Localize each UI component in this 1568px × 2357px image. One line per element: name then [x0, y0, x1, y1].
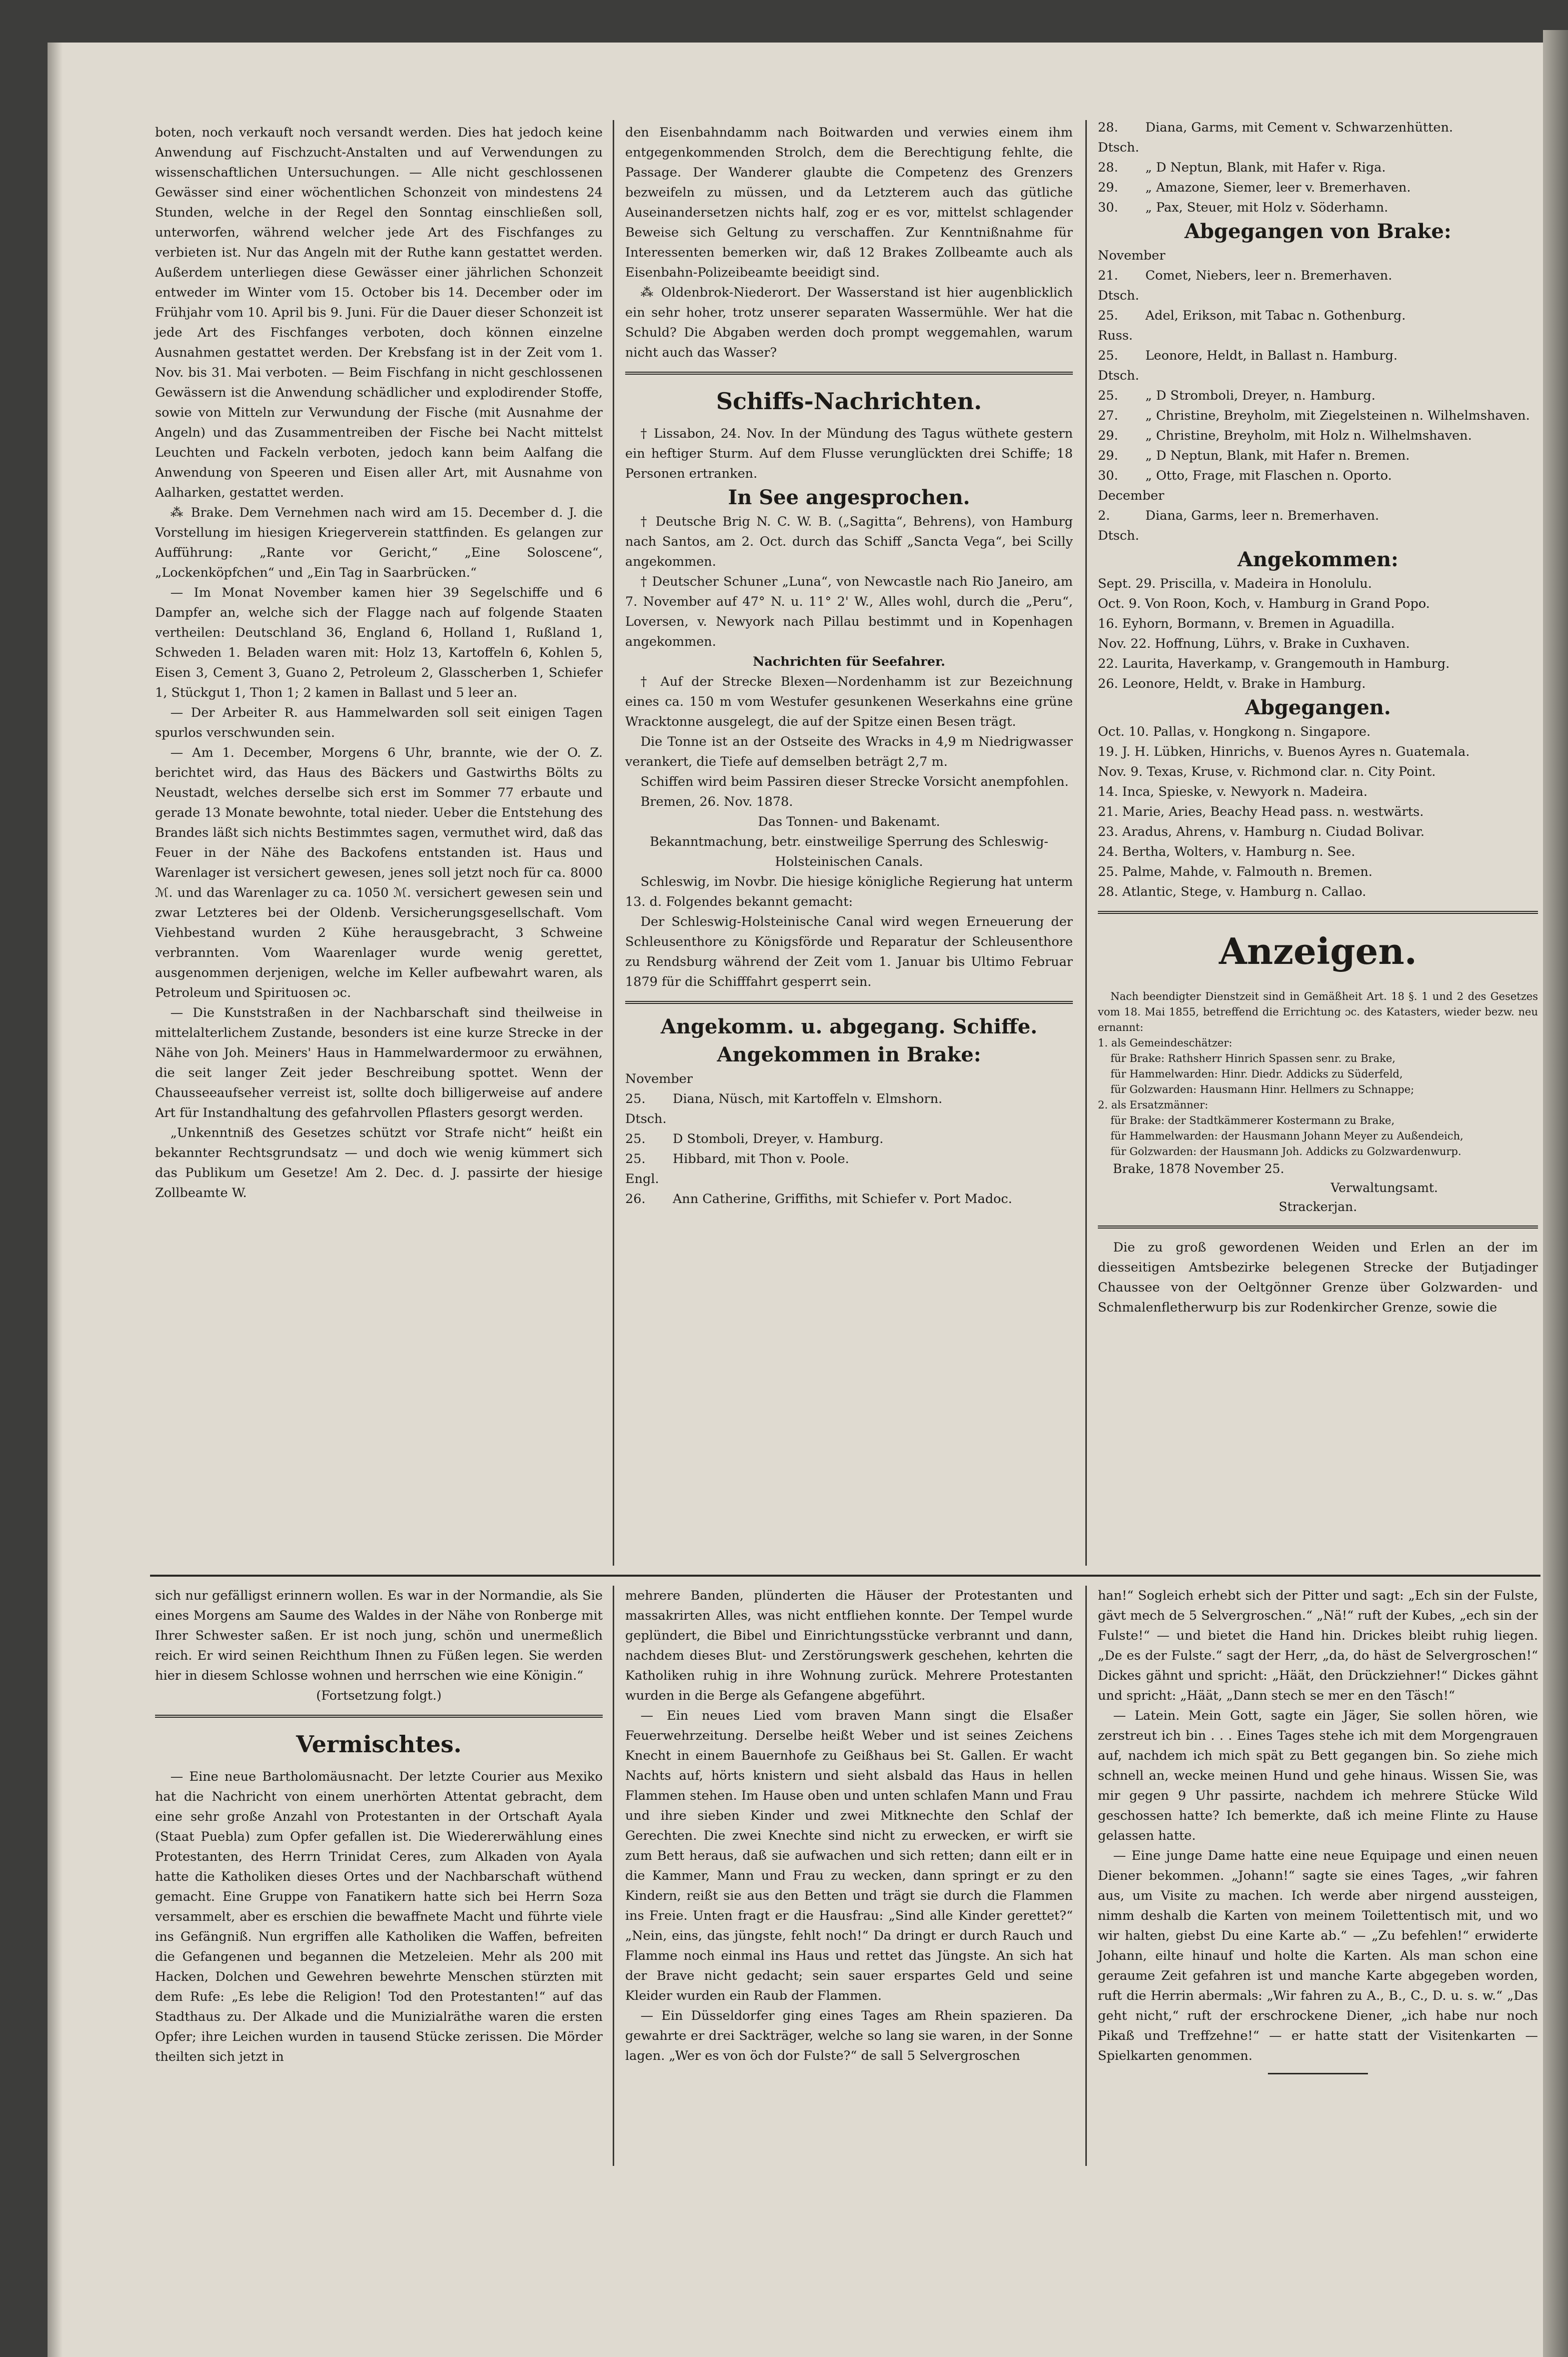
article-fire-neustadt: — Am 1. December, Morgens 6 Uhr, brannte, wie der O. Z. berichtet wird, das Haus des Bäckers und Gastwirths Bölts zu Neustadt, welches derselbe sich erst im Sommer 77 erbaute und gerade 13 Monate bewohnte, total nieder. Ueber die Entstehung des Brandes läßt sich nichts Bestimmtes sagen, vermuthet wird, daß das Feuer in der Nähe des Backofens entstanden ist. Haus und Warenlager ist versichert gewesen, jenes soll jetzt noch für ca. 8000 ℳ. und das Warenlager zu ca. 1050 ℳ. versichert gewesen sein und zwar Letzteres bei der Oldenb. Versicherungsgesellschaft. Vom Viehbestand wurden 2 Kühe herausgebracht, 3 Schweine verbrannten. Vom Waarenlager wurde wenig gerettet, ausgenommen derjenigen, welche im Keller aufbewahrt waren, als Petroleum und Spirituosen ɔc. — [155, 745, 603, 1000]
month-label: December — [1098, 488, 1164, 503]
news-schleswig: Schleswig, im Novbr. Die hiesige königliche Regierung hat unterm 13. d. Folgendes bekannt gemacht: — [625, 874, 1073, 909]
ship-line: 22. Laurita, Haverkamp, v. Grangemouth in Hamburg. — [1098, 656, 1450, 671]
ship-line: 19. J. H. Lübken, Hinrichs, v. Buenos Ayres n. Guatemala. — [1098, 744, 1470, 759]
article-ship-arrivals-november: — Im Monat November kamen hier 39 Segelschiffe und 6 Dampfer an, welche sich der Flagge nach auf folgende Staaten vertheilen: Deutschland 36, England 6, Holland 1, Rußland 1, Schweden 1. Beladen waren mit: Holz 13, Kartoffeln 6, Kohlen 5, Eisen 3, Cement 3, Guano 2, Petroleum 2, Glasscherben 1, Schiefer 1, Stückgut 1, Thon 1; 2 kamen in Ballast und 5 leer an. — [155, 585, 603, 700]
news-bremen-date: Bremen, 26. Nov. 1878. — [640, 794, 793, 809]
ship-line: 21. Marie, Aries, Beachy Head pass. n. westwärts. — [1098, 804, 1424, 819]
article-roads: — Die Kunststraßen in der Nachbarschaft sind theilweise in mittelalterlichem Zustande, besonders ist eine kurze Strecke in der Nähe von Joh. Meiners' Haus in Hammelwardermoor zu erwähnen, die seit langer Zeit jeder Beschreibung spottet. Wenn der Chausseeaufseher verreist ist, sollte doch billigerweise auf andere Art für Instandhaltung des gefahrvollen Pflasters gesorgt werden. — [155, 1005, 603, 1120]
heading-seefahrer: Nachrichten für Seefahrer. — [753, 654, 945, 669]
ship-entry: 25. Engl. Hibbard, mit Thon v. Poole. — [625, 1151, 849, 1187]
ship-line: 14. Inca, Spieske, v. Newyork n. Madeira. — [1098, 784, 1368, 799]
ad-line: für Brake: Rathsherr Hinrich Spassen senr. zu Brake, — [1110, 1052, 1396, 1064]
page-edge — [1543, 30, 1568, 2357]
news-tonne: Die Tonne ist an der Ostseite des Wracks in 4,9 m Niedrigwasser verankert, die Tiefe auf demselben beträgt 2,7 m. — [625, 734, 1073, 769]
news-lissabon: † Lissabon, 24. Nov. In der Mündung des Tagus wüthete gestern ein heftiger Sturm. Auf dem Flusse verunglückten drei Schiffe; 18 Personen ertranken. — [625, 426, 1073, 481]
ad-name: Strackerjan. — [1278, 1200, 1357, 1214]
ship-entry: 27. „ Christine, Breyholm, mit Ziegelsteinen n. Wilhelmshaven. — [1098, 408, 1530, 423]
section-rule — [625, 372, 1073, 375]
heading-bekanntmachung: Bekanntmachung, betr. einstweilige Sperrung des Schleswig-Holsteinischen Canals. — [650, 834, 1048, 869]
news-tonnenamt: Das Tonnen- und Bakenamt. — [758, 814, 940, 829]
heading-angekommen: Angekommen: — [1237, 548, 1398, 571]
continuation-note: (Fortsetzung folgt.) — [316, 1688, 442, 1703]
ad-line: für Golzwarden: Hausmann Hinr. Hellmers zu Schnappe; — [1110, 1083, 1414, 1095]
article-oldenbrok: ⁂ Oldenbrok-Niederort. Der Wasserstand ist hier augenblicklich ein sehr hoher, trotz unserer separaten Wassermühle. Wer hat die Schuld? Die Abgaben werden doch prompt weggemahlen, warum nicht auch das Wasser? — [625, 285, 1073, 360]
article-continued: mehrere Banden, plünderten die Häuser der Protestanten und massakrirten Alles, was nicht entfliehen konnte. Der Tempel wurde geplündert, die Bibel und Einrichtungsstücke verbrannt und dann, nachdem dieses Blut- und Zerstörungswerk geschehen, kehrten die Katholiken ruhig in ihre Wohnung zurück. Mehrere Protestanten wurden in die Berge als Gefangene abgeführt. — [625, 1588, 1073, 1703]
heading-anzeigen: Anzeigen. — [1219, 930, 1417, 972]
ship-line: Oct. 9. Von Roon, Koch, v. Hamburg in Grand Popo. — [1098, 596, 1430, 611]
ship-entry: 30. „ Pax, Steuer, mit Holz v. Söderhamn. — [1098, 200, 1388, 215]
feuilleton-rule — [150, 1575, 1540, 1577]
heading-vermischtes: Vermischtes. — [296, 1731, 462, 1758]
ship-entry: 29. „ Amazone, Siemer, leer v. Bremerhaven. — [1098, 180, 1411, 195]
ship-entry: 30. „ Otto, Frage, mit Flaschen n. Oporto. — [1098, 468, 1392, 483]
article-duesseldorfer: — Ein Düsseldorfer ging eines Tages am Rhein spazieren. Da gewahrte er drei Sackträger, welche so lang sie waren, in der Sonne lagen. „Wer es von öch dor Fulste?“ de sall 5 Selvergroschen — [625, 2008, 1073, 2063]
article-equipage: — Eine junge Dame hatte eine neue Equipage und einen neuen Diener bekommen. „Johann!“ sagte sie eines Tages, „wir fahren aus, um Visite zu machen. Ich werde aber nirgend aussteigen, nimm deshalb die Karten von meinem Toilettentisch mit, und wo wir halten, giebst Du eine Karte ab.“ — „Zu befehlen!“ erwiderte Johann, eilte hinauf und holte die Karten. Als man schon eine geraume Zeit gefahren ist und manche Karte abgegeben worden, ruft die Herrin abermals: „Wir fahren zu A., B., C., D. u. s. w.“ „Das geht nicht,“ ruft der erschrockene Diener, „ich habe nur noch Pikaß und Treffzehne!“ — er hatte statt der Visitenkarten — Spielkarten genommen. — [1098, 1848, 1538, 2063]
news-schuner: † Deutscher Schuner „Luna“, von Newcastle nach Rio Janeiro, am 7. November auf 47° N. u. 11° 2' W., Alles wohl, durch die „Peru“, Loversen, v. Newyork nach Pillau bestimmt und in Kopenhagen angekommen. — [625, 574, 1073, 649]
ad-line: für Hammelwarden: der Hausmann Johann Meyer zu Außendeich, — [1110, 1130, 1463, 1142]
column-rule-3 — [613, 1586, 614, 2166]
ship-line: 16. Eyhorn, Bormann, v. Bremen in Aguadilla. — [1098, 616, 1395, 631]
article-fulste: han!“ Sogleich erhebt sich der Pitter und sagt: „Ech sin der Fulste, gävt mech de 5 Selvergroschen.“ „Nä!“ ruft der Kubes, „ech sin der Fulste!“ — und bietet die Hand hin. Drickes bleibt ruhig liegen. „De es der Fulste.“ sagt der Herr, „da, do häst de Selvergroschen!“ Dickes gähnt und spricht: „Häät, den Drückziehner!“ Dickes gähnt und spricht: „Häät, „Dann stech se mer en den Täsch!“ — [1098, 1588, 1538, 1703]
news-brig: † Deutsche Brig N. C. W. B. („Sagitta“, Behrens), von Hamburg nach Santos, am 2. Oct. durch das Schiff „Sancta Vega“, bei Scilly angekommen. — [625, 514, 1073, 569]
section-rule — [1098, 1226, 1538, 1229]
article-fishing: boten, noch verkauft noch versandt werden. Dies hat jedoch keine Anwendung auf Fischzucht-Anstalten und auf Verwendungen zu wissenschaftlichen Untersuchungen. — Alle nicht geschlossenen Gewässer sind einer wöchentlichen Schonzeit von mindestens 24 Stunden, welche in der Regel den Sonntag einschließen soll, unterworfen, während welcher jede Art des Fischfanges zu verbieten ist. Nur das Angeln mit der Ruthe kann gestattet werden. Außerdem unterliegen diese Gewässer einer jährlichen Schonzeit entweder im Winter vom 15. October bis 14. December oder im Frühjahr vom 10. April bis 9. Juni. Für die Dauer dieser Schonzeit ist jede Art des Fischfanges verboten, doch können einzelne Ausnahmen gestattet werden. Der Krebsfang ist in der Zeit vom 1. Nov. bis 31. Mai verboten. — Beim Fischfang in nicht geschlossenen Gewässern ist die Anwendung schädlicher und explodirender Stoffe, sowie von Mitteln zur Verwundung der Fische (mit Ausnahme der Angeln) und das Zusammentreiben der Fische bei Nacht mittelst Leuchten und Fackeln verboten, jedoch kann beim Aalfang die Anwendung von Speeren und Eisen aller Art, mit Ausnahme von Aalharken, gestattet werden. — [155, 125, 603, 500]
ship-entry: 2. Dtsch. Diana, Garms, leer n. Bremerhaven. — [1098, 508, 1379, 543]
ad-sign: Verwaltungsamt. — [1330, 1181, 1438, 1195]
article-law: „Unkenntniß des Gesetzes schützt vor Strafe nicht“ heißt ein bekannter Rechtsgrundsatz — und doch wie wenig kümmert sich das Publikum um Gesetze! Am 2. Dec. d. J. passirte der hiesige Zollbeamte W. — [155, 1125, 603, 1201]
month-label: November — [1098, 248, 1165, 263]
article-bartholomaeusnacht: — Eine neue Bartholomäusnacht. Der letzte Courier aus Mexiko hat die Nachricht von einem unerhörten Attentat gebracht, dem eine sehr große Anzahl von Protestanten in der Ortschaft Ayala (Staat Puebla) zum Opfer gefallen ist. Die Wiedererwählung eines Protestanten, des Herrn Trinidat Ceres, zum Alkaden von Ayala hatte die Katholiken dieses Ortes und der Nachbarschaft wüthend gemacht. Eine Gruppe von Fanatikern hatte sich bei Herrn Soza versammelt, aber es erschien die bewaffnete Macht und führte viele ins Gefängniß. Nun ergriffen alle Katholiken die Waffen, befreiten die Gefangenen und begannen die Metzeleien. Mehr als 200 mit Hacken, Dolchen und Gewehren bewehrte Menschen stürzten mit dem Rufe: „Es lebe die Religion! Tod den Protestanten!“ auf das Stadthaus zu. Der Alkade und die Munizialräthe waren die ersten Opfer; ihre Leichen wurden in tausend Stücke zerissen. Die Mörder theilten sich jetzt in — [155, 1769, 603, 2064]
ship-line: Nov. 22. Hoffnung, Lührs, v. Brake in Cuxhaven. — [1098, 636, 1410, 651]
ship-line: 25. Palme, Mahde, v. Falmouth n. Bremen. — [1098, 864, 1372, 879]
ad-text: Nach beendigter Dienstzeit sind in Gemäßheit Art. 18 §. 1 und 2 des Gesetzes vom 18. Mai 1855, betreffend die Errichtung ɔc. des Katasters, wieder bezw. neu ernannt: — [1098, 990, 1538, 1033]
heading-angekomm: Angekomm. u. abgegang. Schiffe. — [660, 1015, 1038, 1038]
ad-line: für Brake: der Stadtkämmerer Kostermann zu Brake, — [1110, 1114, 1395, 1126]
ship-entry: 29. „ D Neptun, Blank, mit Hafer n. Bremen. — [1098, 448, 1410, 463]
page-gutter-shadow — [48, 43, 63, 2357]
column-rule-1 — [613, 120, 614, 1566]
ship-line: 24. Bertha, Wolters, v. Hamburg n. See. — [1098, 844, 1355, 859]
ship-line: Sept. 29. Priscilla, v. Madeira in Honolulu. — [1098, 576, 1372, 591]
section-rule — [1098, 911, 1538, 914]
ad-line: für Hammelwarden: Hinr. Diedr. Addicks zu Süderfeld, — [1110, 1068, 1403, 1080]
column-rule-2 — [1085, 120, 1087, 1566]
ship-line: 28. Atlantic, Stege, v. Hamburg n. Callao. — [1098, 884, 1366, 899]
ad-kataster — [1098, 989, 1538, 1217]
article-latein: — Latein. Mein Gott, sagte ein Jäger, Sie sollen hören, wie zerstreut ich bin . . . Eines Tages stehe ich mit dem Morgengrauen auf, nachdem ich mich spät zu Bett gegangen bin. So ziehe mich schnell an, wecke meinen Hund und gehe hinaus. Wissen Sie, was mir gegen 9 Uhr passirte, nachdem ich mehrere Stücke Wild geschossen hatte? Ich bemerkte, daß ich meine Flinte zu Hause gelassen hatte. — [1098, 1708, 1538, 1843]
novel-text: sich nur gefälligst erinnern wollen. Es war in der Normandie, als Sie eines Morgens am Saume des Waldes in der Nähe von Ronberge mit Ihrer Schwester saßen. Er ist noch jung, schön und unermeßlich reich. Er wird seinen Reichthum Ihnen zu Füßen legen. Sie werden hier in diesem Schlosse wohnen und herrschen wie eine Königin.“ — [155, 1588, 603, 1683]
news-canal: Der Schleswig-Holsteinische Canal wird wegen Erneuerung der Schleusenthore zu Königsförde und Reparatur der Schleusenthore zu Rendsburg während der Zeit vom 1. Januar bis Ultimo Februar 1879 für die Schifffahrt gesperrt sein. — [625, 914, 1073, 989]
ship-entry: 29. „ Christine, Breyholm, mit Holz n. Wilhelmshaven. — [1098, 428, 1472, 443]
article-brake-kriegerverein: ⁂ Brake. Dem Vernehmen nach wird am 15. December d. J. die Vorstellung im hiesigen Kriegerverein stattfinden. Es gelangen zur Aufführung: „Rante vor Gericht,“ „Eine Soloscene“, „Lockenköpfchen“ und „Ein Tag in Saarbrücken.“ — [155, 505, 603, 580]
ship-entry: 21. Dtsch. Comet, Niebers, leer n. Bremerhaven. — [1098, 268, 1392, 303]
ship-entry: 25. Dtsch. Diana, Nüsch, mit Kartoffeln v. Elmshorn. — [625, 1091, 943, 1126]
heading-in-see: In See angesprochen. — [728, 486, 970, 509]
ship-entry: 28. „ D Neptun, Blank, mit Hafer v. Riga. — [1098, 160, 1386, 175]
article-customs-officer: den Eisenbahndamm nach Boitwarden und verwies einem ihm entgegenkommenden Strolch, dem die Berechtigung fehlte, die Passage. Der Wanderer glaubte die Competenz des Grenzers bezweifeln zu müssen, und da Letzterem auch das gütliche Auseinandersetzen nichts half, zog er es vor, mittelst schlagender Beweise sich Geltung zu verschaffen. Zur Kenntnißnahme für Interessenten bemerken wir, daß 12 Brakes Zollbeamte auch als Eisenbahn-Polizeibeamte beeidigt sind. — [625, 125, 1073, 280]
column-rule-4 — [1085, 1586, 1087, 2166]
ad-line: für Golzwarden: der Hausmann Joh. Addicks zu Golzwardenwurp. — [1110, 1145, 1461, 1157]
ship-line: 23. Aradus, Ahrens, v. Hamburg n. Ciudad Bolivar. — [1098, 824, 1425, 839]
section-rule — [155, 1715, 603, 1718]
ship-entry: 25. Russ. Adel, Erikson, mit Tabac n. Gothenburg. — [1098, 308, 1406, 343]
article-braver-mann: — Ein neues Lied vom braven Mann singt die Elsaßer Feuerwehrzeitung. Derselbe heißt Weber und ist seines Zeichens Knecht in einem Bauernhofe zu Geißhaus bei St. Gallen. Er wacht Nachts auf, hörts knistern und sieht alsbald das Haus in hellen Flammen stehen. Im Hause oben und unten schlafen Mann und Frau und ihre sieben Kinder und zwei Mitknechte den Schlaf der Gerechten. Die zwei Knechte sind nicht zu erwecken, er wirft sie zum Bett heraus, daß sie aufwachen und sich retten; dann eilt er in die Kammer, Mann und Frau zu wecken, dann springt er zu den Kindern, reißt sie aus den Betten und trägt sie durch die Flammen ins Freie. Unten fragt er die Hausfrau: „Sind alle Kinder gerettet?“ „Nein, eins, das jüngste, fehlt noch!“ Da dringt er durch Rauch und Flamme noch einmal ins Haus und rettet das Jüngste. An sich hat der Brave nicht gedacht; sein sauer erspartes Geld und seine Kleider wurden ein Raub der Flammen. — [625, 1708, 1073, 2003]
ship-line: 26. Leonore, Heldt, v. Brake in Hamburg. — [1098, 676, 1366, 691]
feuilleton-column-2 — [625, 1586, 1073, 2066]
ship-entry: 26. Ann Catherine, Griffiths, mit Schiefer v. Port Madoc. — [625, 1192, 1012, 1207]
article-missing-worker: — Der Arbeiter R. aus Hammelwarden soll seit einigen Tagen spurlos verschwunden sein. — [155, 705, 603, 740]
ship-line: Oct. 10. Pallas, v. Hongkong n. Singapore. — [1098, 724, 1371, 739]
column-2 — [625, 123, 1073, 1209]
ad-line: 2. als Ersatzmänner: — [1098, 1099, 1208, 1111]
heading-abgegangen-brake: Abgegangen von Brake: — [1184, 220, 1451, 243]
section-rule — [625, 1001, 1073, 1004]
ship-entry: 25. D Stomboli, Dreyer, v. Hamburg. — [625, 1131, 884, 1146]
heading-schiffs-nachrichten: Schiffs-Nachrichten. — [716, 388, 982, 415]
news-seefahrer: † Auf der Strecke Blexen—Nordenhamm ist zur Bezeichnung eines ca. 150 m vom Westufer gesunkenen Weserkahns eine grüne Wracktonne ausgelegt, die auf der Spitze einen Besen trägt. — [625, 674, 1073, 729]
heading-angekommen-brake: Angekommen in Brake: — [717, 1043, 981, 1066]
ad-weiden: Die zu groß gewordenen Weiden und Erlen an der im diesseitigen Amtsbezirke belegenen Strecke der Butjadinger Chaussee von der Oeltgönner Grenze über Golzwarden- und Schmalenfletherwurp bis zur Rodenkircher Grenze, sowie die — [1098, 1240, 1538, 1315]
month-label: November — [625, 1071, 693, 1086]
ad-date: Brake, 1878 November 25. — [1113, 1161, 1284, 1176]
ship-line: Nov. 9. Texas, Kruse, v. Richmond clar. n. City Point. — [1098, 764, 1436, 779]
feuilleton-column-1 — [155, 1586, 603, 2067]
news-passiren: Schiffen wird beim Passiren dieser Strecke Vorsicht anempfohlen. — [640, 774, 1069, 789]
column-3 — [1098, 118, 1538, 1318]
ship-list — [625, 1089, 1073, 1209]
ship-entry: 25. „ D Stromboli, Dreyer, n. Hamburg. — [1098, 388, 1375, 403]
ship-entry: 25. Dtsch. Leonore, Heldt, in Ballast n. Hamburg. — [1098, 348, 1398, 383]
ship-entry: 28. Dtsch. Diana, Garms, mit Cement v. Schwarzenhütten. — [1098, 120, 1453, 155]
column-1 — [155, 123, 603, 1203]
feuilleton-column-3 — [1098, 1586, 1538, 2081]
end-rule — [1268, 2073, 1368, 2074]
heading-abgegangen: Abgegangen. — [1245, 696, 1391, 719]
ad-line: 1. als Gemeindeschätzer: — [1098, 1037, 1232, 1049]
